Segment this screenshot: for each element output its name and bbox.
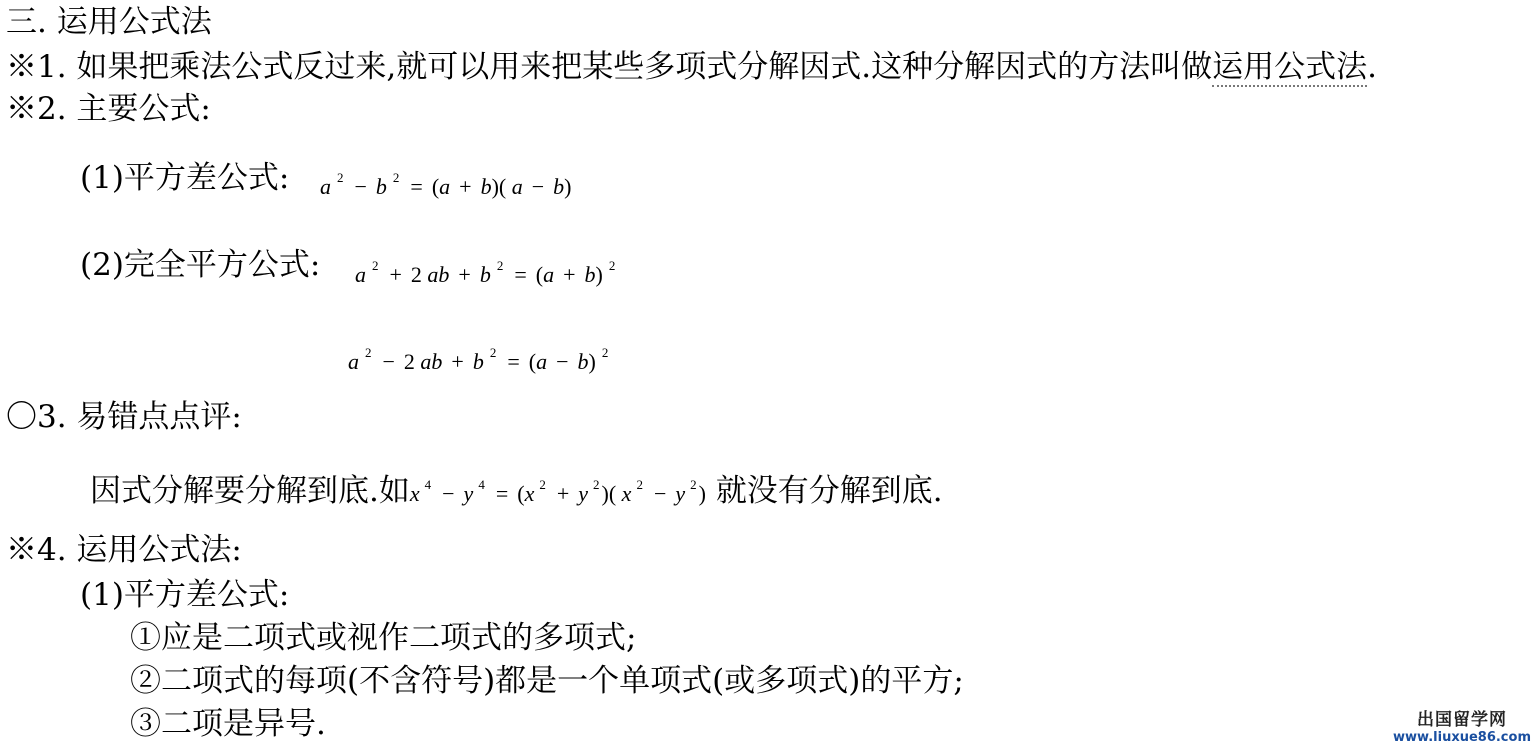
section-title: 三. 运用公式法 bbox=[6, 4, 212, 40]
formula-1-label: (1)平方差公式: bbox=[80, 160, 290, 196]
sub-1-label: (1)平方差公式: bbox=[80, 577, 290, 613]
error-text-before: 因式分解要分解到底.如 bbox=[90, 473, 410, 509]
list-item: ①应是二项式或视作二项式的多项式; bbox=[130, 620, 637, 656]
formula-square-of-difference: a $^2$ − 2 ab + b $^2$ = (a − b) $^2$ bbox=[348, 345, 609, 374]
point-1 bbox=[6, 47, 1377, 87]
formula-2-label: (2)完全平方公式: bbox=[80, 247, 321, 283]
point-1-end: . bbox=[1367, 49, 1377, 85]
watermark-name: 出国留学网 bbox=[1417, 710, 1507, 730]
list-item: ③二项是异号. bbox=[130, 706, 326, 742]
error-example bbox=[90, 465, 943, 514]
watermark-url: www.liuxue86.com bbox=[1393, 730, 1531, 745]
point-3: 〇3. 易错点点评: bbox=[6, 399, 242, 435]
point-1-emphasis: 运用公式法 bbox=[1212, 49, 1368, 85]
list-item: ②二项式的每项(不含符号)都是一个单项式(或多项式)的平方; bbox=[130, 663, 964, 699]
watermark-logo bbox=[1393, 705, 1531, 745]
point-2: ※2. 主要公式: bbox=[6, 91, 211, 127]
formula-square-of-sum: a $^2$ + 2 ab + b $^2$ = (a + b) $^2$ bbox=[355, 258, 616, 287]
formula-difference-of-squares: a $^2$ − b $^2$ = (a + b)( a − b) bbox=[320, 170, 572, 199]
point-4: ※4. 运用公式法: bbox=[6, 532, 242, 568]
point-1-text: ※1. 如果把乘法公式反过来,就可以用来把某些多项式分解因式.这种分解因式的方法叫做 bbox=[6, 49, 1213, 85]
error-text-after: 就没有分解到底. bbox=[715, 473, 943, 509]
error-example-formula: x $^4$ − y $^4$ = (x $^2$ + y $^2$)( x $^2$ − y $^2$) bbox=[409, 477, 706, 506]
